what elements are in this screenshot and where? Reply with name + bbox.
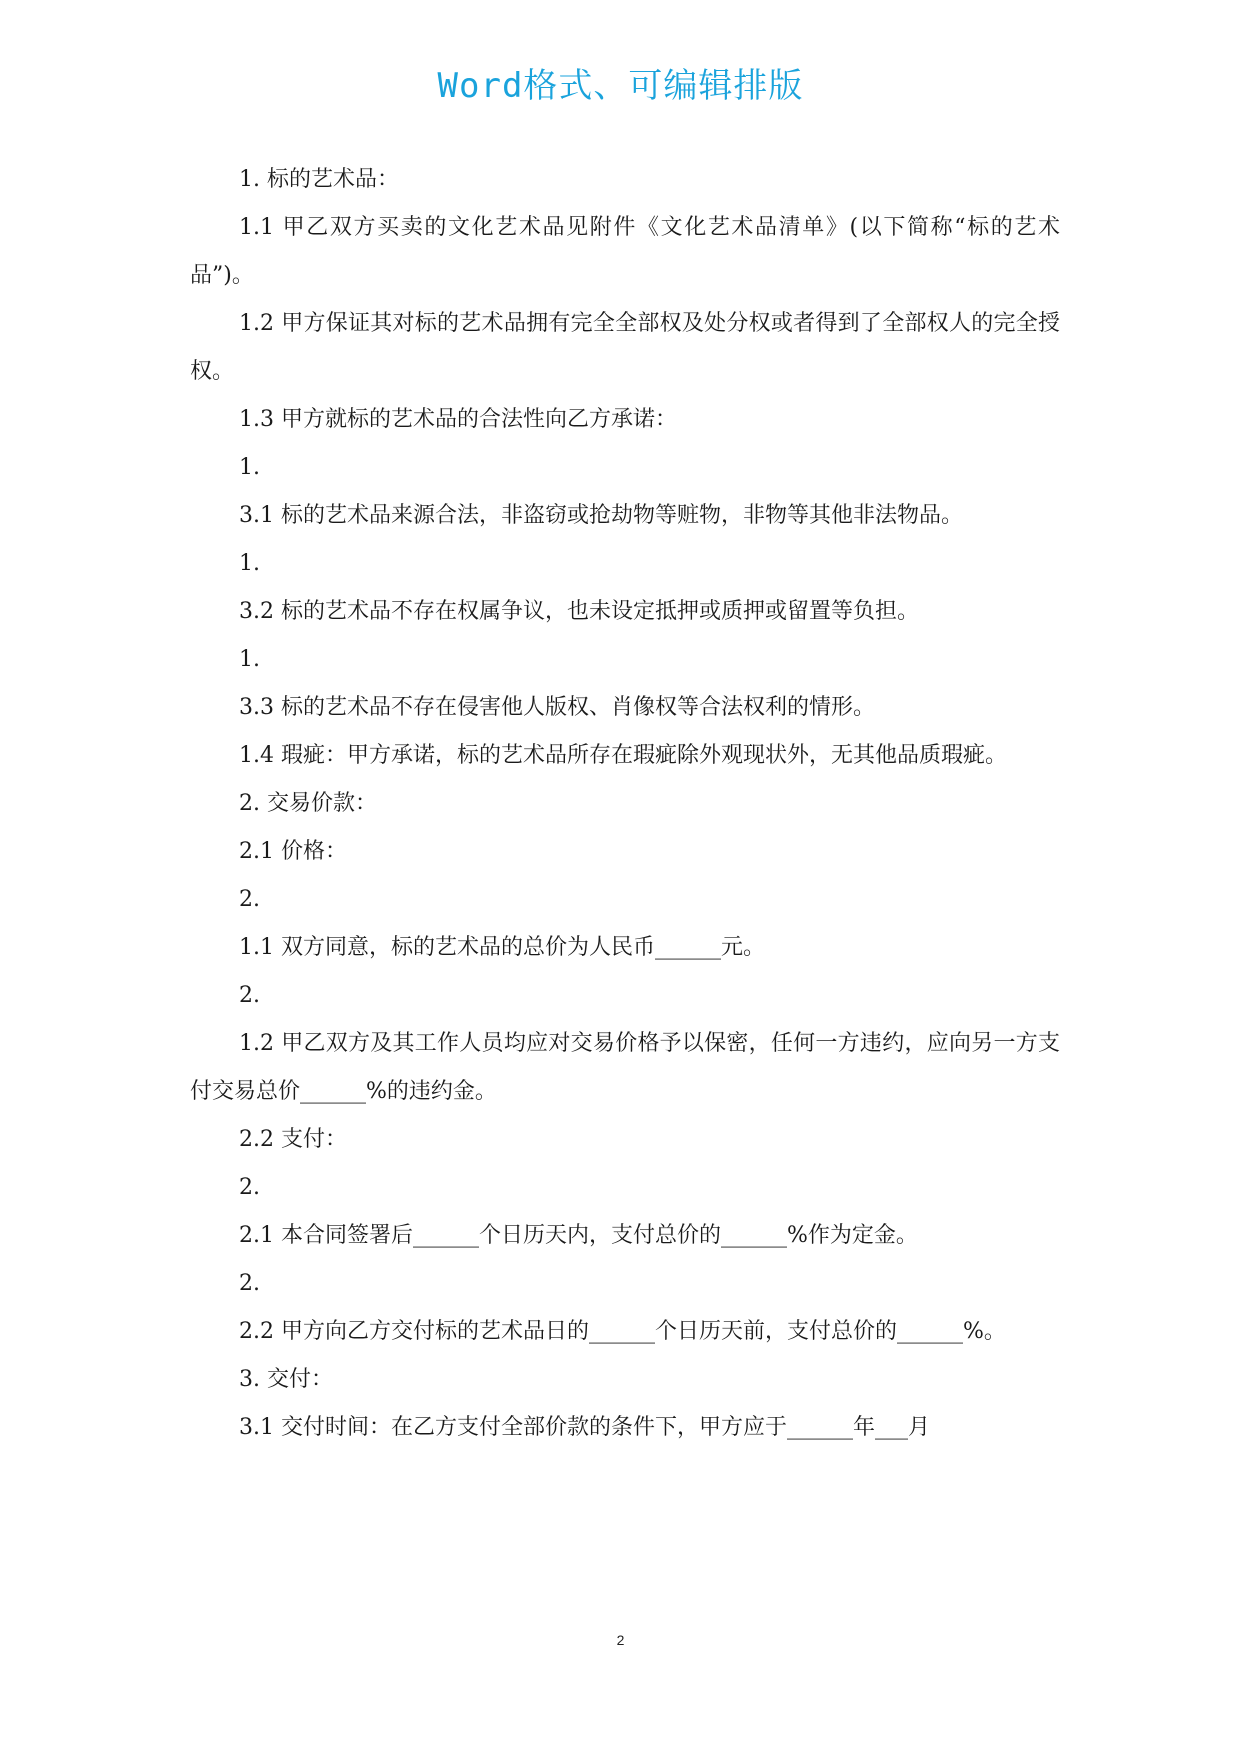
- clause-paragraph: 2.1 本合同签署后______个日历天内，支付总价的______%作为定金。: [239, 1223, 918, 1248]
- document-body: [190, 156, 1060, 1452]
- clause-paragraph: 1.1 双方同意，标的艺术品的总价为人民币______元。: [239, 935, 765, 960]
- clause-paragraph: 1.: [239, 551, 260, 576]
- clause-paragraph: 2.: [239, 887, 260, 912]
- clause-paragraph: 2. 交易价款：: [239, 791, 377, 816]
- clause-paragraph: 1.4 瑕疵：甲方承诺，标的艺术品所存在瑕疵除外观现状外，无其他品质瑕疵。: [239, 743, 1007, 768]
- page-header-title: Word格式、可编辑排版: [437, 66, 804, 106]
- clause-paragraph: 1.: [239, 647, 260, 672]
- clause-paragraph: 2.: [239, 1271, 260, 1296]
- clause-paragraph: 1.: [239, 455, 260, 480]
- clause-paragraph: 2.2 甲方向乙方交付标的艺术品日的______个日历天前，支付总价的______%。: [239, 1319, 1006, 1344]
- clause-paragraph: 1. 标的艺术品：: [239, 167, 399, 192]
- clause-paragraph: 3.1 标的艺术品来源合法，非盗窃或抢劫物等赃物，非物等其他非法物品。: [239, 503, 963, 528]
- clause-paragraph: 3.1 交付时间：在乙方支付全部价款的条件下，甲方应于______年___月: [239, 1415, 930, 1440]
- clause-paragraph: 3.2 标的艺术品不存在权属争议，也未设定抵押或质押或留置等负担。: [239, 599, 919, 624]
- clause-paragraph: 2.: [239, 983, 260, 1008]
- clause-paragraph: 3. 交付：: [239, 1367, 333, 1392]
- clause-paragraph: 3.3 标的艺术品不存在侵害他人版权、肖像权等合法权利的情形。: [239, 695, 875, 720]
- clause-paragraph: 2.1 价格：: [239, 839, 347, 864]
- page-number: 2: [616, 1632, 625, 1648]
- clause-paragraph: 1.2 甲方保证其对标的艺术品拥有完全全部权及处分权或者得到了全部权人的完全授权。: [190, 311, 1060, 384]
- clause-paragraph: 1.3 甲方就标的艺术品的合法性向乙方承诺：: [239, 407, 677, 432]
- clause-paragraph: 2.: [239, 1175, 260, 1200]
- clause-paragraph: 1.1 甲乙双方买卖的文化艺术品见附件《文化艺术品清单》(以下简称“标的艺术品”)。: [190, 215, 1060, 288]
- clause-paragraph: 2.2 支付：: [239, 1127, 347, 1152]
- clause-paragraph: 1.2 甲乙双方及其工作人员均应对交易价格予以保密，任何一方违约，应向另一方支付交易总价______%的违约金。: [190, 1031, 1060, 1104]
